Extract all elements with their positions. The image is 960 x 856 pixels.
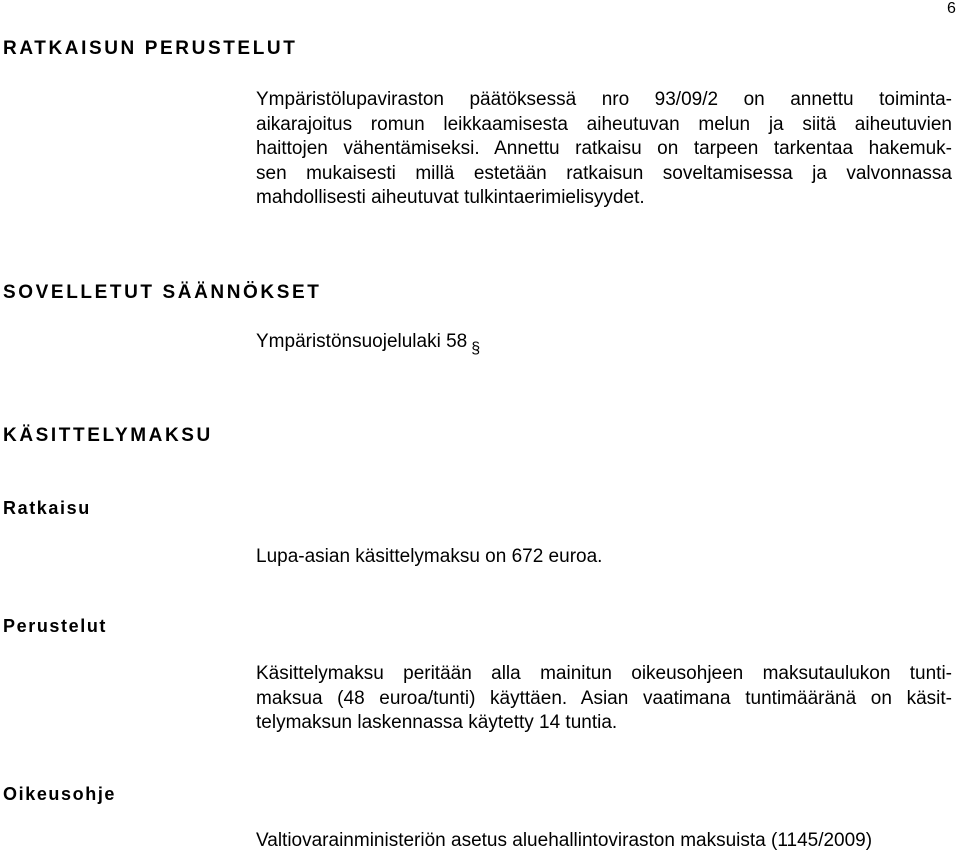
paragraph-perustelut bbox=[256, 662, 952, 736]
section-sign-symbol: § bbox=[471, 340, 481, 357]
subheading-perustelut: Perustelut bbox=[3, 616, 108, 636]
paragraph-line: telymaksun laskennassa käytetty 14 tuntia. bbox=[256, 712, 618, 733]
subheading-ratkaisu: Ratkaisu bbox=[3, 498, 91, 518]
fee-decision-text: Lupa-asian käsittelymaksu on 672 euroa. bbox=[256, 546, 603, 567]
heading-sovelletut-saannokset: SOVELLETUT SÄÄNNÖKSET bbox=[3, 282, 322, 303]
paragraph-line: maksua (48 euroa/tunti) käyttäen. Asian vaatimana tuntimääränä on käsit- bbox=[256, 687, 952, 709]
paragraph-line: haittojen vähentämiseksi. Annettu ratkaisu on tarpeen tarkentaa hakemuk- bbox=[256, 138, 952, 159]
paragraph-line: Käsittelymaksu peritään alla mainitun oikeusohjeen maksutaulukon tunti- bbox=[256, 663, 952, 684]
paragraph-line: sen mukaisesti millä estetään ratkaisun soveltamisessa ja valvonnassa bbox=[256, 162, 952, 184]
heading-kasittelymaksu: KÄSITTELYMAKSU bbox=[3, 425, 213, 446]
heading-ratkaisun-perustelut: RATKAISUN PERUSTELUT bbox=[3, 38, 298, 59]
paragraph-line: Ympäristölupaviraston päätöksessä nro 93/09/2 on annettu toiminta- bbox=[256, 89, 952, 110]
paragraph-line: aikarajoitus romun leikkaamisesta aiheutuvan melun ja siitä aiheutuvien bbox=[256, 113, 952, 135]
regulation-reference: Ympäristönsuojelulaki 58 bbox=[256, 331, 468, 352]
paragraph-line: mahdollisesti aiheutuvat tulkintaerimielisyydet. bbox=[256, 187, 645, 208]
legal-reference-text: Valtiovarainministeriön asetus aluehallintoviraston maksuista (1145/2009) bbox=[256, 830, 873, 851]
subheading-oikeusohje: Oikeusohje bbox=[3, 784, 117, 804]
paragraph-ratkaisun-perustelut bbox=[256, 88, 952, 211]
applied-regulations-text bbox=[256, 330, 480, 361]
page-number: 6 bbox=[947, 0, 956, 17]
